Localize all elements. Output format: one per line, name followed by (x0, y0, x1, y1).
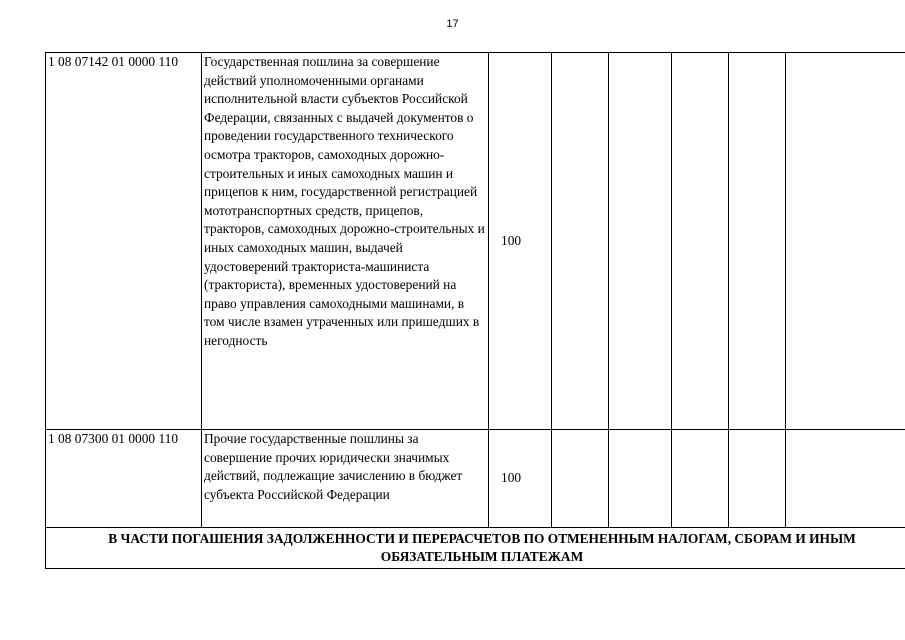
budget-classification-table (45, 52, 905, 569)
kbk-code-cell: 1 08 07300 01 0000 110 (46, 430, 202, 528)
empty-cell (729, 430, 786, 528)
page-number: 17 (446, 18, 459, 30)
empty-cell (609, 430, 672, 528)
kbk-code-cell: 1 08 07142 01 0000 110 (46, 53, 202, 430)
empty-cell (786, 430, 905, 528)
norm-value-cell: 100 (489, 53, 552, 430)
section-heading: В ЧАСТИ ПОГАШЕНИЯ ЗАДОЛЖЕННОСТИ И ПЕРЕРАСЧЕТОВ ПО ОТМЕНЕННЫМ НАЛОГАМ, СБОРАМ И ИНЫМ ОБЯЗАТЕЛЬНЫМ ПЛАТЕЖАМ (46, 528, 905, 569)
income-name-cell: Государственная пошлина за совершение действий уполномоченными органами исполнительной власти субъектов Российской Федерации, связанных с выдачей документов о проведении государственного технического осмотра тракторов, самоходных дорожно-строительных и иных самоходных машин и прицепов к ним, государственной регистрацией мототранспортных средств, прицепов, тракторов, самоходных дорожно-строительных и иных самоходных машин, выдачей удостоверений тракториста-машиниста (тракториста), временных удостоверений на право управления самоходными машинами, в том числе взамен утраченных или пришедших в негодность (202, 53, 489, 430)
empty-cell (552, 430, 609, 528)
empty-cell (552, 53, 609, 430)
empty-cell (609, 53, 672, 430)
empty-cell (729, 53, 786, 430)
empty-cell (786, 53, 905, 430)
table-row (46, 430, 905, 528)
income-name-cell: Прочие государственные пошлины за совершение прочих юридически значимых действий, подлежащие зачислению в бюджет субъекта Российской Федерации (202, 430, 489, 528)
norm-value-cell: 100 (489, 430, 552, 528)
table-row (46, 53, 905, 430)
empty-cell (672, 430, 729, 528)
section-heading-row (46, 528, 905, 569)
empty-cell (672, 53, 729, 430)
